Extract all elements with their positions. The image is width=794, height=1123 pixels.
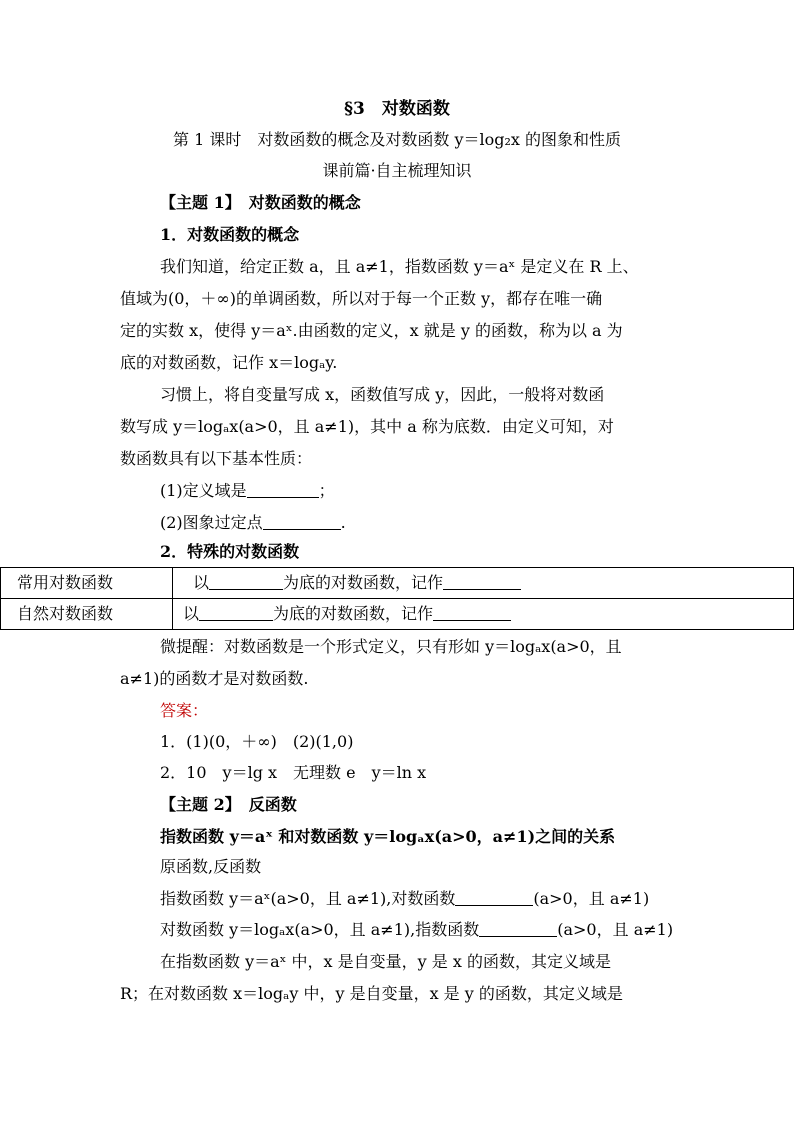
- property-domain: [160, 481, 335, 501]
- property-fixed-point-end: .: [340, 513, 346, 532]
- fill-blank[interactable]: [443, 574, 521, 590]
- table-cell-desc: 以 为底的对数函数，记作: [173, 599, 794, 630]
- property-fixed-point-label: (2)图象过定点: [160, 513, 263, 532]
- answer-line: 2．10 y＝lg x 无理数 e y＝ln x: [160, 763, 427, 782]
- tip-line: a≠1)的函数才是对数函数.: [120, 669, 309, 688]
- paragraph-line: 数函数具有以下基本性质：: [120, 449, 313, 468]
- table-cell-name: 常用对数函数: [1, 568, 173, 599]
- paragraph-line: 我们知道，给定正数 a，且 a≠1，指数函数 y＝aˣ 是定义在 R 上、: [160, 257, 639, 276]
- fill-blank[interactable]: [455, 890, 533, 906]
- lesson-title: 第 1 课时 对数函数的概念及对数函数 y＝log₂x 的图象和性质: [173, 130, 621, 149]
- paragraph-line: 在指数函数 y＝aˣ 中，x 是自变量，y 是 x 的函数，其定义域是: [160, 952, 611, 971]
- fill-blank[interactable]: [209, 574, 283, 590]
- paragraph-line: 值域为(0，＋∞)的单调函数，所以对于每一个正数 y，都存在唯一确: [120, 289, 603, 308]
- pre-class-heading: 课前篇·自主梳理知识: [322, 161, 472, 180]
- fill-blank[interactable]: [263, 514, 341, 530]
- topic1-subheading-concept: 1．对数函数的概念: [160, 225, 300, 244]
- answer-label: 答案：: [160, 701, 209, 720]
- topic1-subheading-special: 2．特殊的对数函数: [160, 542, 300, 561]
- paragraph-line: 习惯上，将自变量写成 x，函数值写成 y，因此，一般将对数函: [160, 385, 605, 404]
- property-fixed-point: [160, 513, 346, 533]
- inverse-table-head: 原函数,反函数: [160, 857, 262, 876]
- answer-line: 1．(1)(0，＋∞) (2)(1,0): [160, 732, 354, 751]
- table-cell-desc: 以 为底的对数函数，记作: [173, 568, 794, 599]
- topic2-heading: 【主题 2】 反函数: [160, 795, 297, 814]
- paragraph-line: 数写成 y＝logₐx(a>0，且 a≠1)，其中 a 称为底数．由定义可知，对: [120, 417, 614, 436]
- property-domain-end: ；: [318, 481, 335, 500]
- fill-blank[interactable]: [199, 605, 273, 621]
- topic1-heading: 【主题 1】 对数函数的概念: [160, 193, 361, 212]
- fill-blank[interactable]: [479, 921, 557, 937]
- special-log-table: [0, 567, 794, 630]
- topic2-relation: 指数函数 y＝aˣ 和对数函数 y＝logₐx(a>0，a≠1)之间的关系: [160, 827, 616, 846]
- inverse-row-log: 对数函数 y＝logₐx(a>0，且 a≠1),指数函数 (a>0，且 a≠1): [160, 920, 674, 939]
- table-cell-name: 自然对数函数: [1, 599, 173, 630]
- inverse-row-exp: 指数函数 y＝aˣ(a>0，且 a≠1),对数函数 (a>0，且 a≠1): [160, 889, 650, 908]
- fill-blank[interactable]: [247, 482, 319, 498]
- paragraph-line: R；在对数函数 x＝logₐy 中，y 是自变量，x 是 y 的函数，其定义域是: [120, 984, 623, 1003]
- tip-line: 微提醒：对数函数是一个形式定义，只有形如 y＝logₐx(a>0，且: [160, 637, 622, 656]
- table-row: [1, 599, 794, 630]
- paragraph-line: 底的对数函数，记作 x＝logₐy.: [120, 353, 338, 372]
- paragraph-line: 定的实数 x，使得 y＝aˣ.由函数的定义，x 就是 y 的函数，称为以 a 为: [120, 321, 623, 340]
- section-title: §3 对数函数: [344, 99, 450, 119]
- fill-blank[interactable]: [433, 605, 511, 621]
- table-row: [1, 568, 794, 599]
- property-domain-label: (1)定义域是: [160, 481, 247, 500]
